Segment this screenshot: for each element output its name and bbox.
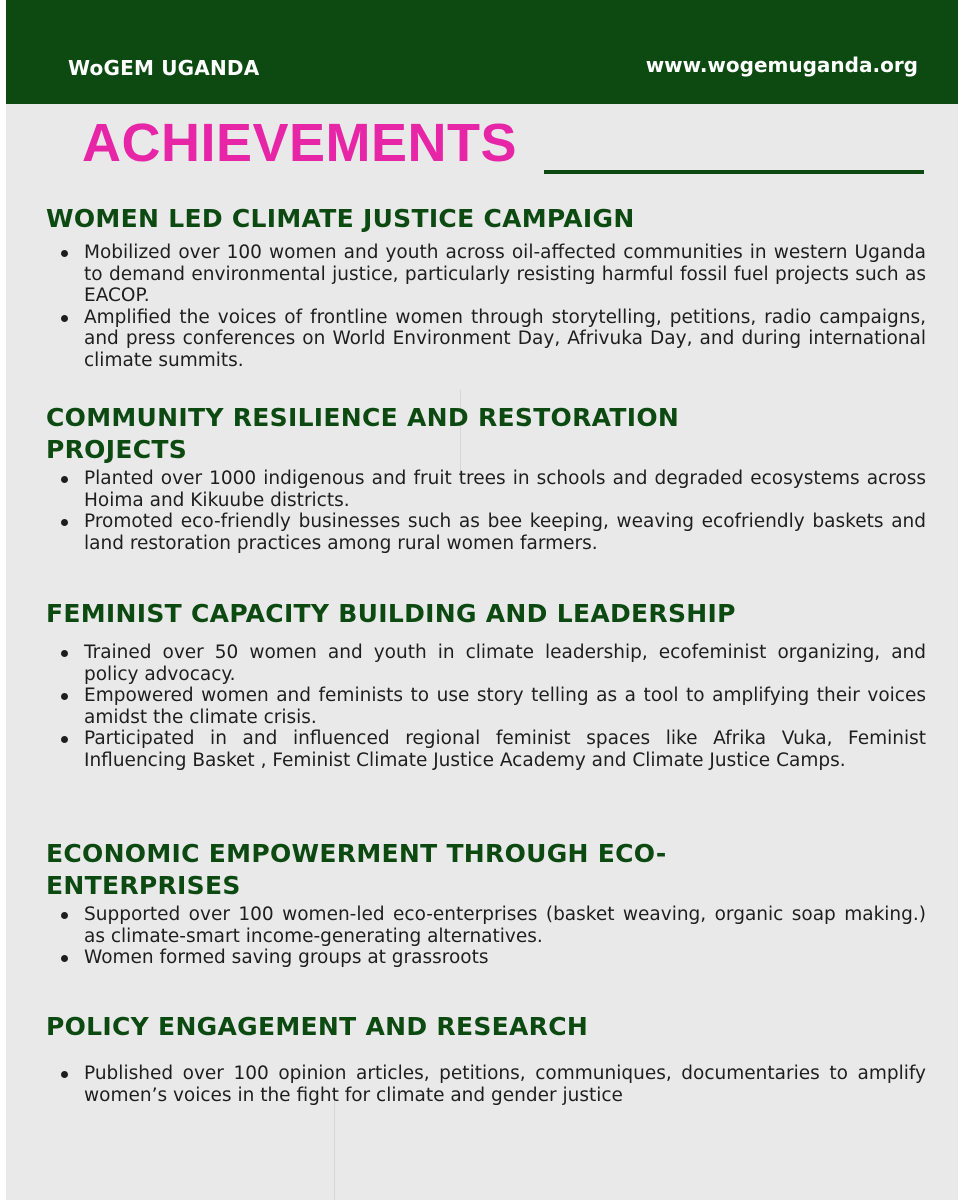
website-url: www.wogemuganda.org [645, 53, 918, 77]
list-item: Planted over 1000 indigenous and fruit trees in schools and degraded ecosystems across Hoima and Kikuube districts. [58, 468, 926, 511]
section-capacity-building [46, 598, 926, 771]
section-heading: POLICY ENGAGEMENT AND RESEARCH [46, 1012, 589, 1041]
list-item: Promoted eco-friendly businesses such as bee keeping, weaving ecofriendly baskets and land restoration practices among rural women farmers. [58, 511, 926, 554]
section-heading: ECONOMIC EMPOWERMENT THROUGH ECO-ENTERPRISES [46, 839, 667, 900]
page-title: ACHIEVEMENTS [82, 113, 518, 173]
bullet-list [58, 468, 926, 554]
title-underline [544, 170, 924, 174]
list-item: Trained over 50 women and youth in climate leadership, ecofeminist organizing, and policy advocacy. [58, 642, 926, 685]
section-resilience-restoration [46, 402, 926, 554]
bullet-list [58, 642, 926, 771]
section-climate-justice-campaign [46, 203, 926, 371]
org-name: WoGEM UGANDA [68, 56, 260, 80]
list-item: Amplified the voices of frontline women through storytelling, petitions, radio campaigns, and press conferences on World Environment Day, Afrivuka Day, and during international climate summits. [58, 307, 926, 372]
bullet-list [58, 1063, 926, 1106]
header-bar [6, 0, 958, 104]
list-item: Published over 100 opinion articles, petitions, communiques, documentaries to amplify women’s voices in the fight for climate and gender justice [58, 1063, 926, 1106]
list-item: Women formed saving groups at grassroots [58, 947, 926, 969]
section-heading: FEMINIST CAPACITY BUILDING AND LEADERSHIP [46, 599, 736, 628]
bullet-list [58, 904, 926, 969]
list-item: Supported over 100 women-led eco-enterprises (basket weaving, organic soap making.) as climate-smart income-generating alternatives. [58, 904, 926, 947]
section-economic-empowerment [46, 838, 926, 969]
divider-line [334, 1100, 335, 1200]
section-heading: WOMEN LED CLIMATE JUSTICE CAMPAIGN [46, 204, 635, 233]
document-page [6, 0, 958, 1200]
list-item: Mobilized over 100 women and youth across oil-affected communities in western Uganda to demand environmental justice, particularly resisting harmful fossil fuel projects such as EACOP. [58, 242, 926, 307]
section-heading: COMMUNITY RESILIENCE AND RESTORATION PROJECTS [46, 403, 680, 464]
bullet-list [58, 242, 926, 371]
list-item: Participated in and influenced regional feminist spaces like Afrika Vuka, Feminist Influencing Basket , Feminist Climate Justice Academy and Climate Justice Camps. [58, 728, 926, 771]
list-item: Empowered women and feminists to use story telling as a tool to amplifying their voices amidst the climate crisis. [58, 685, 926, 728]
section-policy-research [46, 1011, 926, 1106]
